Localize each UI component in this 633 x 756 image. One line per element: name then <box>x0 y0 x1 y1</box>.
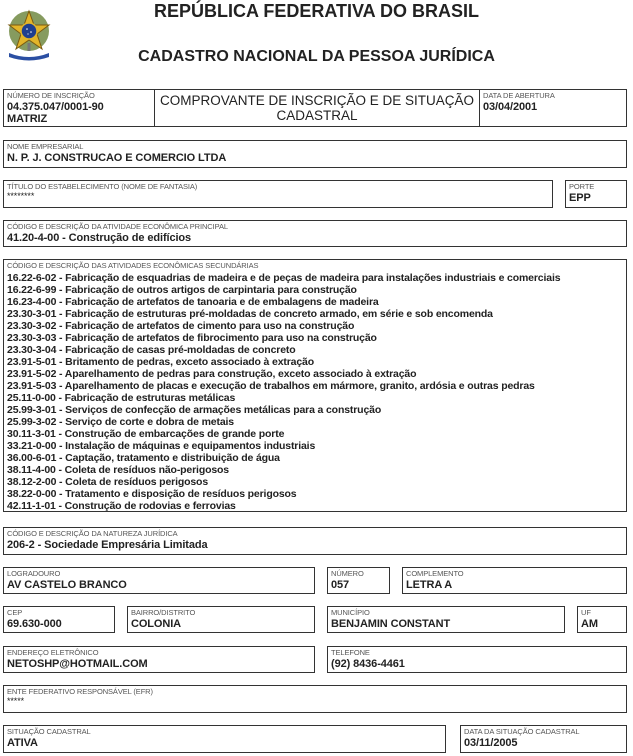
list-item: 36.00-6-01 - Captação, tratamento e distribuição de água <box>7 452 280 464</box>
list-item: 23.30-3-02 - Fabricação de artefatos de cimento para uso na construção <box>7 320 355 332</box>
numero-value: 057 <box>331 579 350 591</box>
data-situacao-value: 03/11/2005 <box>464 737 518 749</box>
nome-empresarial-value: N. P. J. CONSTRUCAO E COMERCIO LTDA <box>7 152 227 164</box>
atividades-secundarias-label: CÓDIGO E DESCRIÇÃO DAS ATIVIDADES ECONÔMICAS SECUNDÁRIAS <box>7 261 259 270</box>
situacao-label: SITUAÇÃO CADASTRAL <box>7 727 91 736</box>
uf-label: UF <box>581 608 591 617</box>
logradouro-value: AV CASTELO BRANCO <box>7 579 127 591</box>
nome-empresarial-label: NOME EMPRESARIAL <box>7 142 84 151</box>
atividade-principal-box <box>3 220 627 247</box>
telefone-label: TELEFONE <box>331 648 370 657</box>
municipio-label: MUNICÍPIO <box>331 608 370 617</box>
uf-value: AM <box>581 618 598 630</box>
efr-value: ***** <box>7 696 25 706</box>
list-item: 16.23-4-00 - Fabricação de artefatos de tanoaria e de embalagens de madeira <box>7 296 379 308</box>
atividades-secundarias-box <box>3 259 627 512</box>
municipio-value: BENJAMIN CONSTANT <box>331 618 451 630</box>
natureza-juridica-label: CÓDIGO E DESCRIÇÃO DA NATUREZA JURÍDICA <box>7 529 178 538</box>
list-item: 30.11-3-01 - Construção de embarcações de grande porte <box>7 428 285 440</box>
list-item: 33.21-0-00 - Instalação de máquinas e equipamentos industriais <box>7 440 316 452</box>
data-situacao-label: DATA DA SITUAÇÃO CADASTRAL <box>464 727 580 736</box>
complemento-box <box>402 567 627 594</box>
inscricao-label: NÚMERO DE INSCRIÇÃO <box>7 91 95 100</box>
cnpj-subtitle: CADASTRO NACIONAL DA PESSOA JURÍDICA <box>138 48 495 65</box>
nome-empresarial-box <box>3 140 627 168</box>
list-item: 23.91-5-03 - Aparelhamento de placas e execução de trabalhos em mármore, granito, ardósia e outras pedras <box>7 380 535 392</box>
inscricao-box <box>3 89 155 127</box>
comprovante-title: COMPROVANTE DE INSCRIÇÃO E DE SITUAÇÃO CADASTRAL <box>159 93 475 123</box>
list-item: 25.11-0-00 - Fabricação de estruturas metálicas <box>7 392 236 404</box>
uf-box <box>577 606 627 633</box>
complemento-value: LETRA A <box>406 579 453 591</box>
list-item: 23.30-3-01 - Fabricação de estruturas pré-moldadas de concreto armado, em série e sob encomenda <box>7 308 493 320</box>
abertura-box <box>479 89 627 127</box>
list-item: 23.30-3-04 - Fabricação de casas pré-moldadas de concreto <box>7 344 296 356</box>
bairro-box <box>127 606 315 633</box>
email-box <box>3 646 315 673</box>
inscricao-value: 04.375.047/0001-90 <box>7 101 104 113</box>
municipio-box <box>327 606 565 633</box>
list-item: 25.99-3-01 - Serviços de confecção de armações metálicas para a construção <box>7 404 382 416</box>
list-item: 38.12-2-00 - Coleta de resíduos perigosos <box>7 476 209 488</box>
atividades-secundarias-list <box>7 272 560 512</box>
list-item: 16.22-6-99 - Fabricação de outros artigos de carpintaria para construção <box>7 284 357 296</box>
nome-fantasia-label: TÍTULO DO ESTABELECIMENTO (NOME DE FANTASIA) <box>7 182 198 191</box>
email-value: NETOSHP@HOTMAIL.COM <box>7 658 148 670</box>
cep-label: CEP <box>7 608 23 617</box>
telefone-value: (92) 8436-4461 <box>331 658 405 670</box>
telefone-box <box>327 646 627 673</box>
abertura-value: 03/04/2001 <box>483 101 538 113</box>
cep-value: 69.630-000 <box>7 618 62 630</box>
atividade-principal-label: CÓDIGO E DESCRIÇÃO DA ATIVIDADE ECONÔMICA PRINCIPAL <box>7 222 228 231</box>
logradouro-box <box>3 567 315 594</box>
numero-label: NÚMERO <box>331 569 364 578</box>
natureza-juridica-box <box>3 527 627 555</box>
nome-fantasia-box <box>3 180 553 208</box>
nome-fantasia-value: ******** <box>7 191 35 201</box>
cep-box <box>3 606 115 633</box>
abertura-label: DATA DE ABERTURA <box>483 91 555 100</box>
situacao-value: ATIVA <box>7 737 38 749</box>
list-item: 38.22-0-00 - Tratamento e disposição de resíduos perigosos <box>7 488 297 500</box>
inscricao-tipo: MATRIZ <box>7 113 48 125</box>
efr-label: ENTE FEDERATIVO RESPONSÁVEL (EFR) <box>7 687 153 696</box>
list-item: 23.30-3-03 - Fabricação de artefatos de fibrocimento para uso na construção <box>7 332 377 344</box>
email-label: ENDEREÇO ELETRÔNICO <box>7 648 99 657</box>
situacao-box <box>3 725 446 753</box>
complemento-label: COMPLEMENTO <box>406 569 464 578</box>
list-item: 23.91-5-01 - Britamento de pedras, exceto associado à extração <box>7 356 315 368</box>
natureza-juridica-value: 206-2 - Sociedade Empresária Limitada <box>7 539 208 551</box>
bairro-value: COLONIA <box>131 618 182 630</box>
list-item: 23.91-5-02 - Aparelhamento de pedras para construção, exceto associado à extração <box>7 368 417 380</box>
list-item: 25.99-3-02 - Serviço de corte e dobra de metais <box>7 416 234 428</box>
list-item: 38.11-4-00 - Coleta de resíduos não-perigosos <box>7 464 229 476</box>
logradouro-label: LOGRADOURO <box>7 569 61 578</box>
numero-box <box>327 567 390 594</box>
list-item: 16.22-6-02 - Fabricação de esquadrias de madeira e de peças de madeira para instalações industriais e comerciais <box>7 272 561 284</box>
bairro-label: BAIRRO/DISTRITO <box>131 608 196 617</box>
efr-box <box>3 685 627 713</box>
republic-title: REPÚBLICA FEDERATIVA DO BRASIL <box>153 1 479 21</box>
porte-box <box>565 180 627 208</box>
porte-value: EPP <box>569 192 591 204</box>
porte-label: PORTE <box>569 182 595 191</box>
list-item: 42.11-1-01 - Construção de rodovias e ferrovias <box>7 500 236 512</box>
comprovante-box <box>154 89 480 127</box>
atividade-principal-value: 41.20-4-00 - Construção de edifícios <box>7 232 192 244</box>
data-situacao-box <box>460 725 627 753</box>
